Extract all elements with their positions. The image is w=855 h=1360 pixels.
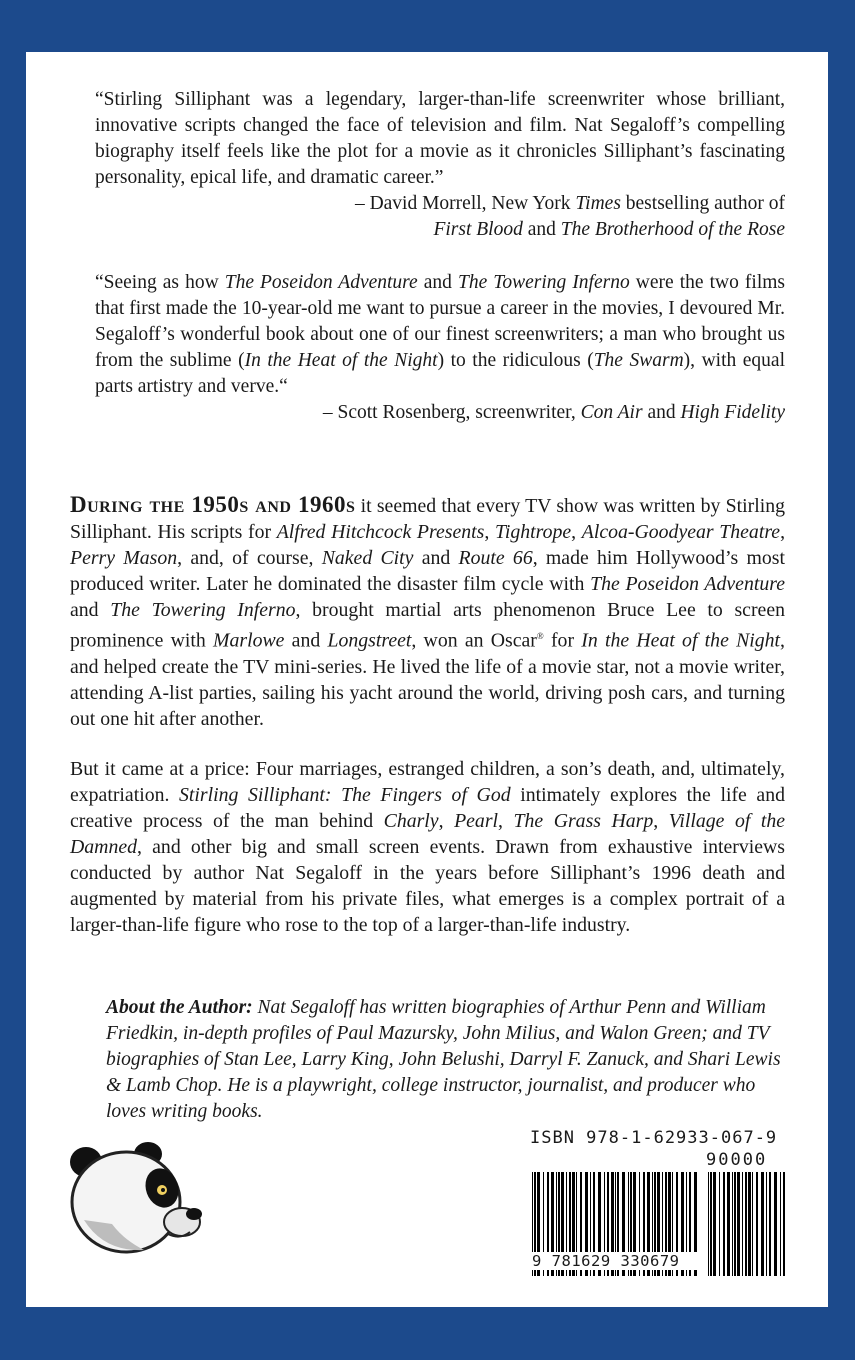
barcode-bar (719, 1172, 720, 1276)
barcode-bar (745, 1172, 747, 1276)
book-description (70, 492, 785, 962)
barcode-bar (732, 1172, 733, 1276)
quote-morrell-books: First Blood and The Brotherhood of the Rose (433, 219, 785, 240)
quote-rosenberg-attribution: – Scott Rosenberg, screenwriter, Con Air and High Fidelity (322, 402, 785, 423)
barcode-bar (734, 1172, 736, 1276)
isbn-label: ISBN 978-1-62933-067-9 (530, 1128, 778, 1148)
barcode-bar (742, 1172, 743, 1276)
barcode-bar (737, 1172, 740, 1276)
barcode-bar (756, 1172, 758, 1276)
barcode-bar (774, 1172, 777, 1276)
description-lead: During the 1950s and 1960s (70, 492, 356, 517)
price-addon-barcode-bars (706, 1172, 788, 1276)
description-paragraph-2: But it came at a price: Four marriages, estranged children, a son’s death, and, ultimately, expatriation. Stirling Silliphant: The Fingers of God intimately explores the life and creative process of the man behind Charly, Pearl, The Grass Harp, Village of the Damned, and other big and small screen events. Drawn from exhaustive interviews conducted by author Nat Segaloff in the years before Silliphant’s 1996 death and augmented by material from his private files, what emerges is a complex portrait of a larger-than-life figure who rose to the top of a larger-than-life industry. (70, 757, 786, 936)
barcode-bar (727, 1172, 730, 1276)
price-code: 90000 (706, 1150, 768, 1170)
barcode-bar (769, 1172, 771, 1276)
barcode-bar (752, 1172, 753, 1276)
isbn-barcode (530, 1128, 788, 1288)
barcode-bar (713, 1172, 716, 1276)
barcode-bar (783, 1172, 785, 1276)
barcode-bar (780, 1172, 781, 1276)
barcode-bar (748, 1172, 751, 1276)
quote-rosenberg (95, 270, 785, 426)
barcode-bar (723, 1172, 725, 1276)
panda-logo-icon (64, 1140, 204, 1260)
quote-rosenberg-text: “Seeing as how The Poseidon Adventure and The Towering Inferno were the two films that first made the 10-year-old me want to pursue a career in the movies, I devoured Mr. Segaloff’s wonderful book about one of our finest screenwriters; a man who brought us from the sublime (In the Heat of the Night) to the ridiculous (The Swarm), with equal parts artistry and verve.“ (95, 272, 786, 397)
quote-morrell-attribution: – David Morrell, New York Times bestselling author of (354, 193, 785, 214)
quote-morrell (95, 87, 785, 243)
about-the-author (106, 995, 786, 1125)
barcode-bar (766, 1172, 767, 1276)
barcode-bar (761, 1172, 764, 1276)
barcode-bar (710, 1172, 712, 1276)
back-cover-page (26, 52, 828, 1307)
about-author-text: Nat Segaloff has written biographies of Arthur Penn and William Friedkin, in-depth profiles of Paul Mazursky, John Milius, and Walon Green; and TV biographies of Stan Lee, Larry King, John Belushi, Darryl F. Zanuck, and Shari Lewis & Lamb Chop. He is a playwright, college instructor, journalist, and producer who loves writing books. (106, 997, 781, 1122)
description-paragraph-1: During the 1950s and 1960s it seemed that every TV show was written by Stirling Silliphant. His scripts for Alfred Hitchcock Presents, Tightrope, Alcoa-Goodyear Theatre, Perry Mason, and, of course, Naked City and Route 66, made him Hollywood’s most produced writer. Later he dominated the disaster film cycle with The Poseidon Adventure and The Towering Inferno, brought martial arts phenomenon Bruce Lee to screen prominence with Marlowe and Longstreet, won an Oscar® for In the Heat of the Night, and helped create the TV mini-series. He lived the life of a movie star, not a movie writer, attending A-list parties, sailing his yacht around the world, driving posh cars, and turning out one hit after another. (70, 492, 786, 730)
about-author-label: About the Author: (106, 997, 253, 1018)
ean-digits: 9 781629 330679 (530, 1252, 704, 1270)
barcode-bar (708, 1172, 709, 1276)
quote-morrell-text: “Stirling Silliphant was a legendary, larger-than-life screenwriter whose brilliant, innovative scripts changed the face of television and film. Nat Segaloff’s compelling biography itself feels like the plot for a movie as it chronicles Silliphant’s fascinating personality, epical life, and dramatic career.” (95, 89, 785, 188)
